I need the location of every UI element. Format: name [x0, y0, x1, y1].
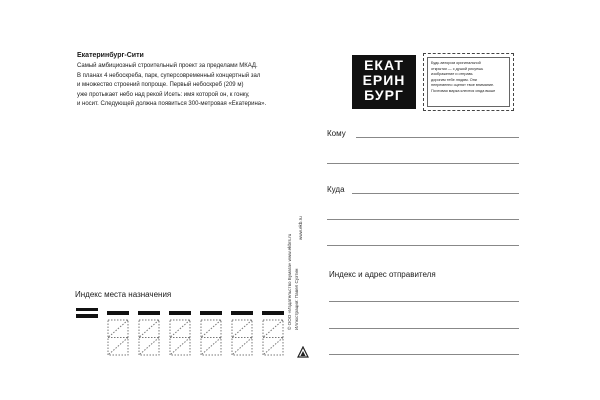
postcard-title: Екатеринбург-Сити	[77, 52, 144, 59]
sender-line-2[interactable]	[329, 328, 519, 329]
description-line: и множество строений попроще. Первый небоскреб (209 м)	[77, 82, 244, 89]
stamp-text-box	[427, 57, 510, 107]
sender-label: Индекс и адрес отправителя	[329, 270, 436, 279]
description-line: Самый амбициозный строительный проект за пределами МКАД.	[77, 63, 258, 69]
index-digit-box[interactable]	[107, 319, 129, 356]
illustration-credit: Иллюстрация: Павел Суэтин	[294, 268, 299, 330]
sender-line-1[interactable]	[329, 301, 519, 302]
index-digit-box[interactable]	[262, 319, 284, 356]
where-label: Куда	[327, 185, 345, 194]
index-marker-bar	[262, 311, 284, 315]
to-label: Кому	[327, 129, 346, 138]
index-marker-bar	[169, 311, 191, 315]
logo-line: ЕКАТ	[364, 57, 404, 73]
description-line: уже протыкает небо над рекой Исеть: имя которой он, к гонку,	[77, 91, 250, 98]
index-digit-box[interactable]	[200, 319, 222, 356]
to-line-2[interactable]	[327, 163, 519, 164]
description-line: В планах 4 небоскреба, парк, суперсовременный концертный зал	[77, 72, 261, 79]
where-line-2[interactable]	[327, 219, 519, 220]
where-line-1[interactable]	[352, 193, 519, 194]
destination-index-label: Индекс места назначения	[75, 290, 172, 299]
logo-line: БУРГ	[364, 87, 404, 103]
stamp-text-line: открытки — с душой рисуешь	[431, 66, 484, 71]
index-marker-bar	[76, 308, 98, 311]
index-digit-box[interactable]	[169, 319, 191, 356]
where-line-3[interactable]	[327, 245, 519, 246]
index-marker-bar	[138, 311, 160, 315]
postcard-description	[77, 62, 299, 110]
stamp-text-line: Почтовая марка клеится сюда выше	[431, 88, 496, 93]
publisher-credit: © ООО «Издательство Бумага» www.ekbrs.ru	[287, 233, 292, 330]
index-digit-box[interactable]	[231, 319, 253, 356]
index-marker-bar	[107, 311, 129, 315]
website-credit: www.ekb.ru	[298, 216, 303, 240]
stamp-text-line: непременно оценят твое внимание.	[431, 83, 495, 88]
index-marker-bar	[76, 314, 98, 318]
stamp-area	[423, 53, 514, 111]
to-line-1[interactable]	[356, 137, 519, 138]
stamp-text-line: Будь автором оригинальной	[431, 61, 481, 65]
index-digit-box[interactable]	[138, 319, 160, 356]
description-line: и носит. Следующей должна появиться 300-метровая «Екатерина».	[77, 101, 267, 108]
index-marker-bar	[231, 311, 253, 315]
index-marker-bar	[200, 311, 222, 315]
logo-line: ЕРИН	[362, 72, 406, 88]
ekaterinburg-logo	[352, 55, 416, 109]
sender-line-3[interactable]	[329, 354, 519, 355]
stamp-text-line: дорогим тебе людям. Они	[431, 77, 477, 82]
stamp-text-line: изображение и отправь	[431, 72, 473, 77]
publisher-logo-icon	[297, 345, 309, 363]
